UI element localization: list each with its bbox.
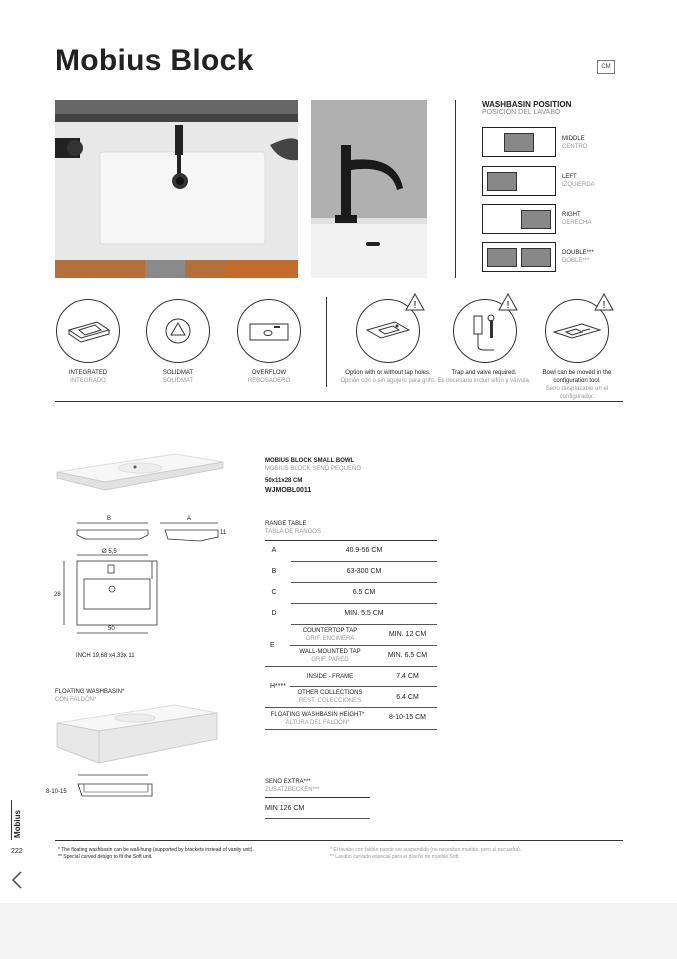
row-value: 40.9-56 CM (291, 547, 437, 562)
product-code: WJMOBL0011 (265, 487, 312, 494)
row-key: D (271, 610, 277, 617)
sub-label-es: GRIF. ENCIMERA (305, 636, 355, 642)
row-key: C (271, 589, 277, 596)
washbasin-top-photo (55, 100, 298, 278)
integrated-label (56, 369, 120, 385)
washbasin-position-title: WASHBASIN POSITION (482, 100, 572, 109)
position-label-en: RIGHT (562, 212, 581, 218)
feature-label-en: INTEGRATED (68, 370, 108, 376)
e-countertop-value: MIN. 12 CM (388, 631, 427, 638)
solidmat-icon (146, 299, 210, 363)
seno-extra-value: MIN 126 CM (265, 805, 305, 812)
product-size: 50x11x28 CM (265, 478, 303, 484)
washbasin-position-subtitle: POSICIÓN DEL LAVABO (482, 109, 561, 116)
feature-label-en: SOLIDMAT (162, 370, 194, 376)
h-other-label (290, 689, 370, 705)
footnote: ** Special curved design to fit the Soft unit. (58, 854, 153, 860)
trap-valve-label (436, 369, 532, 385)
h-other-value: 6.4 CM (396, 694, 419, 701)
warning-icon (405, 293, 425, 311)
seno-extra-subtitle: ZUSATZBECKEN*** (265, 787, 320, 793)
table-row (265, 562, 437, 582)
floating-height-value: 8-10-15 CM (389, 714, 426, 721)
dim-28-label: 28 (54, 592, 61, 598)
svg-text:!: ! (602, 300, 606, 311)
integrated-icon (56, 299, 120, 363)
warning-label-en: Trap and valve required. (451, 370, 517, 376)
position-right-label (562, 211, 591, 227)
e-wall-label (290, 648, 370, 664)
footnote: * El lavabo con faldón puede ser suspendido (no necesitan mueble, pero sí escuadra). (330, 847, 522, 853)
warning-icon (594, 293, 614, 311)
chevron-left-icon[interactable] (10, 870, 24, 890)
inch-note: INCH 19,68 x4,33x 11 (76, 653, 135, 659)
sub-label-en: FLOATING WASHBASIN HEIGHT* (270, 712, 365, 718)
dim-55-label: Ø 5,5 (102, 549, 117, 555)
row-key-h: H**** (270, 683, 286, 690)
floating-render (55, 703, 220, 765)
dim-b-label: B (107, 516, 112, 522)
position-label-en: LEFT (562, 174, 577, 180)
footnotes-en (58, 847, 254, 861)
floating-subtitle: CON FALDÓN* (55, 697, 97, 703)
table-rule (290, 645, 437, 646)
floating-height-label (265, 711, 370, 727)
floating-title: FLOATING WASHBASIN* (55, 689, 125, 695)
h-inside-label: INSIDE - FRAME (306, 674, 354, 680)
washbasin-top-illustration (55, 100, 298, 278)
table-row (265, 604, 437, 624)
technical-drawing (50, 515, 250, 665)
dim-a-label: A (187, 516, 192, 522)
position-right-diagram (482, 204, 556, 234)
sub-label-en: OTHER COLLECTIONS (297, 690, 363, 696)
sub-label-es: GRIF. PARED (311, 657, 349, 663)
table-rule (290, 686, 437, 687)
dim-11-label: 11 (220, 530, 227, 536)
position-divider (455, 100, 456, 278)
warning-label-en: Bowl can be moved in the configuration tool. (542, 370, 612, 384)
table-rule (265, 707, 437, 708)
position-label-es: CENTRO (562, 144, 588, 150)
e-wall-value: MIN. 6.5 CM (387, 652, 428, 659)
sub-label-en: COUNTERTOP TAP (302, 628, 358, 634)
footnotes-es (330, 847, 521, 861)
warning-label-es: Seno desplazable en el configurador. (545, 386, 609, 400)
table-rule (265, 666, 437, 667)
sub-label-es: ALTURA DEL FALDÓN* (285, 720, 350, 726)
row-value: 63-300 CM (291, 568, 437, 583)
footnote: ** Lavabo curvado especial para el diseño de mueble Soft. (330, 854, 460, 860)
footnote: * The floating washbasin can be wall-hung (supported by brackets instead of vanity unit). (58, 847, 254, 853)
viewer-footer (0, 903, 677, 959)
feature-label-en: OVERFLOW (251, 370, 287, 376)
row-value: MIN. 5.5 CM (291, 610, 437, 625)
page-number: 222 (11, 848, 23, 855)
position-label-en: MIDDLE (562, 136, 585, 142)
row-key: A (271, 547, 277, 554)
table-row (265, 541, 437, 561)
position-label-es: IZQUIERDA (562, 182, 595, 188)
table-rule (265, 797, 370, 798)
warning-icon (498, 293, 518, 311)
table-rule (265, 729, 437, 730)
e-countertop-label (290, 627, 370, 643)
cm-badge: CM (597, 60, 615, 74)
position-left-diagram (482, 166, 556, 196)
sidebar-rule (11, 800, 12, 840)
tap-photo (311, 100, 427, 278)
row-key-e: E (270, 642, 275, 649)
warning-label-es: Es necesario incluir sifón y válvula. (437, 378, 531, 384)
position-label-en: DOUBLE*** (562, 250, 594, 256)
h-inside-value: 7.4 CM (396, 673, 419, 680)
bowl-move-label (530, 369, 624, 401)
washbasin-render (55, 452, 225, 494)
svg-text:!: ! (413, 300, 417, 311)
table-rule (265, 818, 370, 819)
position-middle-diagram (482, 127, 556, 157)
seno-extra-title: SENO EXTRA*** (265, 779, 311, 785)
position-middle-label (562, 135, 587, 151)
feature-label-es: REBOSADERO (247, 378, 291, 384)
svg-text:!: ! (506, 300, 510, 311)
position-left-label (562, 173, 595, 189)
range-table-title: RANGE TABLE (265, 521, 307, 527)
feature-label-es: INTEGRADO (70, 378, 106, 384)
floating-dim: 8-10-15 (46, 789, 67, 795)
feature-label-es: SOLIDMAT (162, 378, 194, 384)
table-row (265, 583, 437, 603)
dim-50-label: 50 (108, 626, 115, 632)
product-name-es: MOBIUS BLOCK SENO PEQUEÑO (265, 466, 362, 472)
warning-label-en: Option with or without tap holes. (345, 370, 431, 376)
dimension-drawing (50, 515, 250, 665)
warning-label-es: Opción con o sin agujero para grifo. (340, 378, 436, 384)
floating-drawing (70, 772, 170, 800)
sub-label-es: REST. COLECCIONES (298, 698, 362, 704)
tap-holes-label (340, 369, 436, 385)
sidebar-label: Mobius (13, 810, 22, 838)
tap-illustration (311, 100, 427, 278)
row-value: 6.5 CM (291, 589, 437, 604)
product-name: MOBIUS BLOCK SMALL BOWL (265, 458, 355, 464)
solidmat-label (146, 369, 210, 385)
position-label-es: DERECHA (562, 220, 592, 226)
position-label-es: DOBLE*** (562, 258, 590, 264)
footer-divider (55, 840, 623, 841)
page-title: Mobius Block (55, 44, 254, 77)
sub-label-en: WALL-MOUNTED TAP (299, 649, 361, 655)
section-divider (55, 401, 623, 402)
range-table-subtitle: TABLA DE RANGOS (265, 529, 321, 535)
overflow-label (237, 369, 301, 385)
row-key: B (271, 568, 277, 575)
features-divider (326, 297, 327, 387)
position-double-label (562, 249, 594, 265)
overflow-icon (237, 299, 301, 363)
position-double-diagram (482, 242, 556, 272)
